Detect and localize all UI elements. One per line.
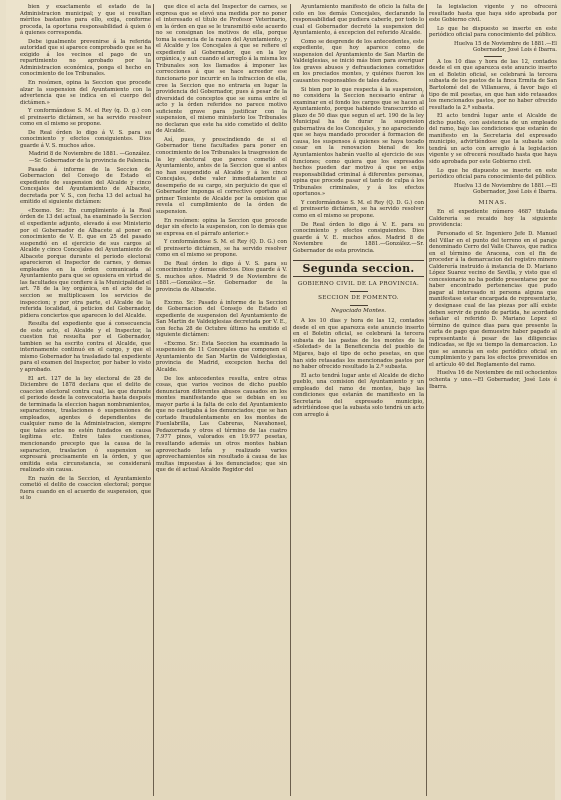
paragraph: Debe igualmente prevenirse á la referida autoridad que si aparece comprobado que se ha exigido á los vecinos el pago de un repartimiento no aprobado por la Administracion económica, ponga el hecho en conocimiento de los Tribunales. [20,38,151,78]
paragraph: A los 10 dias y hora de las 12, contados desde el en que aparezca este anuncio inserto en el Boletin oficial, se celebrará la tercera subasta de las pastas de los montes de la «Soledad» de la Beneficencia del pueblo de Mijares, bajo el tipo de ocho pesetas, en que han sido retasadas los mencionados pastos por no haber ofrecido resultado la 2.ª subasta. [293,318,424,371]
divider [350,305,368,306]
paragraph: Si bien por lo que respecta á la suspension, no considera la Seccion necesario entrar á examinar en el fondo los cargos que se hacen al Ayuntamiento, porque habiendo transcurrido el plazo de 50 dias que segun el art. 190 de la ley Municipal ha de durar la suspension gubernativa de los Concejales, y no apareciendo que se haya mandado proceder á formacion de causa, los suspensos á quienes se haya tocado cesar en la renovacion bienal de los Ayuntamientos habrán vuelto al ejercicio de sus funciones; como quiera que los expresados hechos pueden dar motivo á que se exija responsabilidad criminal á diferentes personas, opina que procede pasar el tanto de culpa á los Tribunales criminales, y á los efectos oportunos.» [293,86,424,198]
paragraph: Así, pues, y prescindiendo de si el Gobernador tiene facultades para poner en conocimiento de los Tribunales la trasgresion de la ley electoral que parece cometió el Ayuntamiento, antes de la Seccion que si antes no han suspendido al Alcalde y á los cinco Concejales, debe valer inmediatamente al desempeño de su cargo, sin perjuicio de que el Gobernador imponga el correctivo oportuno al primer Teniente de Alcalde por la omision que revela el cumplimiento de la órden de suspension. [156,136,287,215]
signature-line: Madrid 8 de Noviembre de 1881. —González.—Sr. Gobernador de la provincia de Palencia. [28,151,151,165]
divider [484,56,502,57]
paragraph: Y conformándose S. M. el Rey (Q. D. G.) con el preinserto dictámen, se ha servido resolver como en el mismo se propone. [293,199,424,219]
section-subtitle: Negociado Montes. [330,308,387,315]
column-1 [20,4,151,796]
paragraph: Personado el Sr. Ingeniero Jefe D. Manuel del Villar en el punto del terreno en el paraje denominado Cerro del Valle Chavos, que radica en el término de Aracena, con el fin de proceder á la demarcacion del registro minero Calderería instruido á instancia de D. Mariano López Suarez vecino de Sevilla, y visto que el concesionario no ha podido presentarse por no haber encontrado pertenencias que pudo pagar al interesado ni persona alguna que manifestase estar encargada de representarlo, y designase cual de las piezas por allí existe deben servir de punto de partida, he acordado señalar el referido D. Mariano Lopez el término de quince dias para que presente la carta de pago que demuestre haber pagado al representante á pesar de las diligencias indicadas, se fije su tiempo la demarcacion. Lo que se anuncia en este periódico oficial en cumplimiento y para los efectos prevenidos en el artículo 40 del Reglamento del ramo. [429,230,557,368]
paragraph: Como se desprende de los antecedentes, este expediente, que hoy aparece como de suspension del Ayuntamiento de San Martin de Valdeiglesias, se inició más bien para averiguar los graves abusos y defraudaciones cometidos en los preciados montes, y quiénes fueron los causantes responsables de tales daños. [293,38,424,85]
divider [350,291,368,292]
paragraph: Y conformándose S. M. el Rey (q. D. g.) con el preinserto dictámen, se ha servido resolver como en el mismo se propone. [20,108,151,128]
paragraph: De Real órden lo digo á V. S. para su conocimiento y efectos consiguientes. Dios guarde á V. S. muchos años. [20,129,151,149]
column-3 [293,4,424,796]
paragraph: A los 10 dias y hora de las 12, contados desde el en que aparezca este anuncio inserto en el Boletin oficial, se celebrará la tercera subasta de los pastos de la finca Ermita de San Bartolomé del de Villanueva, á favor bajo el tipo de mil pesetas, en que han sido retasados los mencionados pastos, por no haber ofrecido resultado la 2.ª subasta. [429,58,557,111]
section-subtitle: SECCION DE FOMENTO. [318,295,399,302]
paragraph: Excmo. Sr.: Pasado á informe de la Seccion de Gobernacion del Consejo de Estado el expediente de suspension del Ayuntamiento de San Martin de Valdeiglesias decretada por V. E., con fecha 28 de Octubre último ha emitido el siguiente dictámen: [156,299,287,339]
column-divider [290,4,291,796]
paragraph: Ayuntamiento manifestó de oficio la falta de celo en los demás Concejales, declarando la responsabilidad que pudiera caberle, por todo lo cual el Gobernador decretó la suspension del Ayuntamiento, á excepcion del referido Alcalde. [293,4,424,37]
paragraph: El art. 127 de la ley electoral de 28 de Diciembre de 1878 declara que el delito de coaccion electoral contra cual, las que durante el periodo desde la convocatoria hasta después de terminada la eleccion hagan nombramientos, separaciones, traslaciones ó suspensiones de empleados, agentes ó dependientes de cualquier ramo de la Administracion, siempre que tales actos no estén fundados en causa legítima etc. Entre tales cuestiones, mencionando precepto que la causa de la separacion, traslacion ó suspension se expresará precisamente en la órden, y que omitida esta circunstancia, se considerará realizado sin causa. [20,375,151,474]
paragraph: Lo que he dispuesto se inserte en este periódico oficial para conocimiento del público. [429,25,557,39]
signature-line: De Real órden lo digo á V. S. para su conocimiento y demas efectos. Dios guarde á V. S. muchos años. Madrid 9 de Noviembre de 1881.—González.—Sr. Gobernador de la provincia de Albacete. [156,260,287,293]
column-divider [426,4,427,796]
paragraph: En resúmen, opina la Seccion que procede alzar la suspension del Ayuntamiento con la advertencia que se indica en el cuerpo del dictámen.» [20,80,151,106]
signature-line: Huelva 16 de Noviembre de mil ochocientos ochenta y uno.—El Gobernador, José Lois é Ibarra. [429,370,557,390]
newspaper-page [6,0,555,800]
paragraph: En el expediente número 4687 titulada Caldereria se recaido hoy la siguiente providencia: [429,209,557,229]
paragraph: que dice el acta del Inspector de carnes, se expresa que se elevó una medida por no poner el interesado el título de Profesor Veterinario, en la órden en que se le transmitió este acuerdo no se consignan los motivos de ella, porque toma la esencia de la razon del Ayuntamiento, y el Alcalde y los Concejales á que se refiere el expediente al Gobernador, que en la ley orgánica, y aun cuando el arreglo á la misma los Tribunales son los llamados á imponer las correcciones á que se hace acreedor ese funcionario por incurrir en la infraccion de ella, cree la Seccion que no entraria en lugar la providencia del Gobernador, pues á pesar de la diversidad de conceptos que se suma entre el acto y la órden referidos no parece motivo suficiente grave para justificar con la suspension, el mismo ministerio los Tribunales no declaran que este ha sido cometido el delito de Alcalde. [156,4,287,135]
section-subtitle: GOBIERNO CIVIL DE LA PROVINCIA. [297,281,420,288]
paragraph: El acto tendrá lugar ante el Alcalde de dicho pueblo, una comision del Ayuntamiento y un empleado del ramo de montes, bajo las condiciones que estarán de manifiesto en la Secretaria del expresado municipio, advirtiéndose que la subasta solo tendrá un acto con arreglo á [293,372,424,418]
paragraph: El acto tendrá lugar ante el Alcalde de dicho pueblo, con asistencia de un empleado del ramo, bajo las condiciones que estarán de manifiesto en la Secretaria del expresado municipio, advirtiéndose que la subasta solo tendrá un acto con arreglo á la legislacion vigente y se ofrecerá resultado hasta que haya sido aprobada por este Gobierno civil. [429,113,557,166]
section-heading: MINAS. [478,199,508,206]
signature-line: Huelva 15 de Noviembre de 1881.—El Gobernador, José Lois é Ibarra. [454,40,557,54]
paragraph: la legislacion vigente y no ofrecerá resultado hasta que haya sido aprobada por este Gobierno civil. [429,4,557,24]
paragraph: «Exemo. Sr.: En cumplimiento á la Real órden de 13 del actual, ha examinado la Seccion el expediente adjunto, elevado á ese Ministerio por el Gobernador de Albacete al poner en conocimiento de V. E. que en 25 del pasado suspendió en el ejercicio de sus cargos al Alcalde y cinco Concejales del Ayuntamiento de Albacete porque durante el periodo electoral aparecieron el Inspector de carnes, y demas empleados en la órden comunicada al Ayuntamiento para que se opusiera en virtud de las facultades que confiere á la Municipalidad el art. 78 de la ley orgánica, en el acto de la seccion se multiplicasen los servicios de inspeccion; y por otra parte, el Alcalde de la referida localidad, á peticion del Gobernador, pidiera conciertos que aparecen lo del Alcalde. [20,207,151,319]
column-4 [429,4,557,796]
signature-line: De Real órden lo digo á V. E. para su conocimiento y efectos consiguientes. Dios guarde á V. E. muchos años. Madrid 8 de Noviembre de 1881.—González.—Sr. Gobernador de esta provincia. [293,221,424,254]
section-title: Segunda seccion. [293,260,424,277]
paragraph: «Excmo. Sr.: Esta Seccion ha examinado la suspension de 11 Concejales que componen el Ayuntamiento de San Martin de Valdeiglesias, provincia de Madrid, excepcion hecha del Alcalde. [156,340,287,373]
column-2 [156,4,287,796]
paragraph: En razón de la Seccion, el Ayuntamiento cometió el delito de coaccion electoral; porque fuera cuando en el acuerdo de suspension, que si lo [20,475,151,502]
paragraph: Lo que he dispuesto se inserte en este periódico oficial para conocimiento del público. [429,167,557,181]
paragraph: bien y exactamente el estado de la Administracion municipal; y que si resultan méritos bastantes para ello, exija, conforme proceda, la oportuna responsabilidad á quien ó á quienes corresponda. [20,4,151,37]
signature-line: Huelva 13 de Noviembre de 1881.—El Gobernador, José Lois é Ibarra. [454,182,557,196]
paragraph: En resúmen: opina la Seccion que procede dejar sin efecto la suspension, con lo demás que se expresa en el párrafo anterior.» [156,217,287,237]
paragraph: Pasado á informe de la Seccion de Gobernacion del Consejo de Estado el expediente de suspension del Alcalde y cinco Concejales del Ayuntamiento de Albacete, decretada por V. S., con fecha 13 del actual ha emitido el siguiente dictámen: [20,166,151,206]
column-divider [153,4,154,796]
paragraph: Y conformándose S. M. el Rey (Q. D. G.) con el preinserto dictámen, se ha servido resolver como en el mismo se propone. [156,239,287,259]
paragraph: De los antecedentes resulta, entre otras cosas, que varios vecinos de dicho pueblo denunciaron diferentes abusos causados en los montes manifestando que se debian en su mayor parte á la falta de celo del Ayuntamiento que no castigaba á los denunciados; que se han cortado fraudulentamente en los montes de Fuenlabrilla, Las Cabreras, Navahonsel, Pedazorrada y otros el término de las cuatro 7.977 pinos, valorados en 19.977 pesetas, resultando además un otros montes habian aprovechado leña y realizado varios aprovechamientos sin resultado á causa de las multas impuestas á los denunciados; que sin que de él actual Alcalde Regidor del [156,375,287,474]
paragraph: Resulta del expediente que á consecuencia de este acto, el Alcalde y el Inspector, la cuestion fué resuelta por el Gobernador, tambien se ha escrito contra el Alcalde, que interinamente continuó en el cargo, y que el mismo Gobernador ha trasladado tal expediente para el examen del Inspector, por haber lo visto y aprobado. [20,321,151,373]
